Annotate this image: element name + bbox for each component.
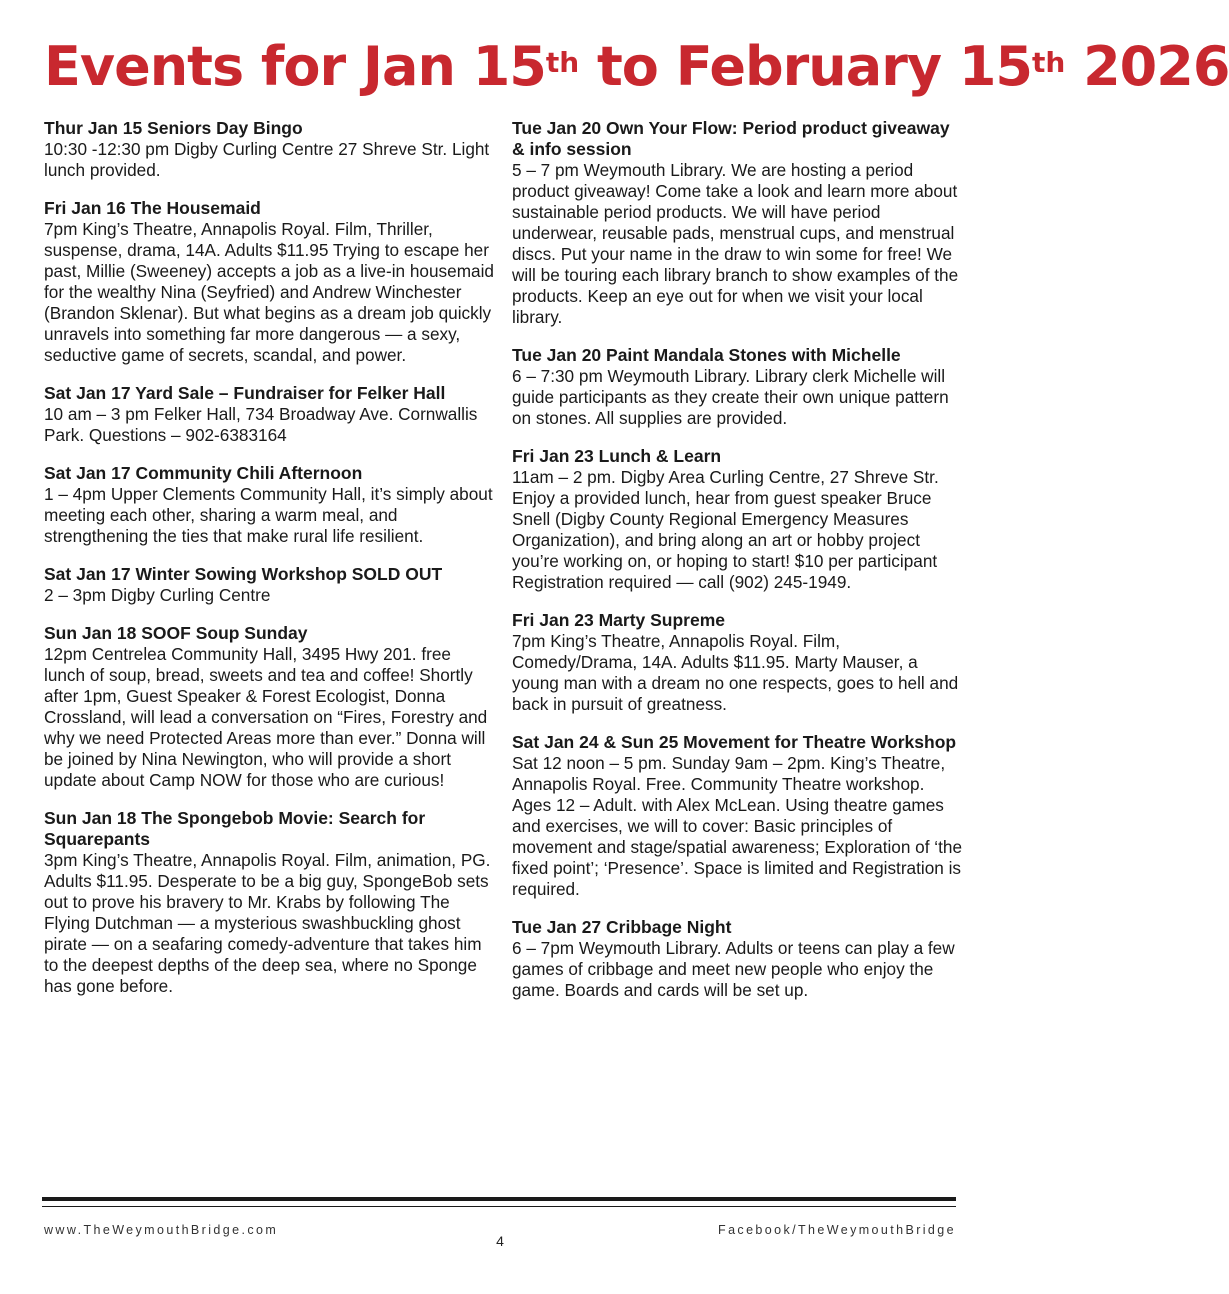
event-title: Sun Jan 18 SOOF Soup Sunday [44, 623, 308, 643]
event-item [512, 118, 962, 328]
event-title: Sat Jan 17 Community Chili Afternoon [44, 463, 363, 483]
event-title: Tue Jan 27 Cribbage Night [512, 917, 732, 937]
event-item [512, 345, 962, 429]
events-column-right [512, 118, 962, 1018]
event-item [44, 808, 494, 997]
footer-facebook: Facebook/TheWeymouthBridge [718, 1223, 956, 1237]
event-title: Tue Jan 20 Paint Mandala Stones with Michelle [512, 345, 901, 365]
footer-divider-thick [42, 1197, 956, 1201]
footer-website: www.TheWeymouthBridge.com [44, 1223, 279, 1237]
event-item [44, 118, 494, 181]
event-item [512, 732, 962, 900]
page-title: Events for Jan 15th to February 15th 2026 [44, 35, 1229, 98]
events-column-left [44, 118, 494, 1014]
event-description: 10:30 -12:30 pm Digby Curling Centre 27 Shreve Str. Light lunch provided. [44, 139, 490, 180]
event-title: Fri Jan 23 Marty Supreme [512, 610, 725, 630]
event-title: Sat Jan 17 Yard Sale – Fundraiser for Felker Hall [44, 383, 446, 403]
event-title: Fri Jan 23 Lunch & Learn [512, 446, 722, 466]
event-item [44, 463, 494, 547]
event-description: Sat 12 noon – 5 pm. Sunday 9am – 2pm. King’s Theatre, Annapolis Royal. Free. Community Theatre workshop. Ages 12 – Adult. with Alex McLean. Using theatre games and exercises, we will to cover: Basic principles of movement and stage/spatial awareness; Exploration of ‘the fixed point’; ‘Presence’. Space is limited and Registration is required. [512, 753, 962, 899]
footer-divider-thin [42, 1206, 956, 1207]
event-title: Sat Jan 24 & Sun 25 Movement for Theatre Workshop [512, 732, 957, 752]
event-item [44, 198, 494, 366]
event-description: 2 – 3pm Digby Curling Centre [44, 585, 271, 605]
event-title: Sun Jan 18 The Spongebob Movie: Search for Squarepants [44, 808, 426, 849]
event-description: 5 – 7 pm Weymouth Library. We are hosting a period product giveaway! Come take a look and learn more about sustainable period products. We will have period underwear, reusable pads, menstrual cups, and menstrual discs. Put your name in the draw to win some for free! We will be touring each library branch to show examples of the products. Keep an eye out for when we visit your local library. [512, 160, 959, 327]
event-description: 7pm King’s Theatre, Annapolis Royal. Film, Thriller, suspense, drama, 14A. Adults $11.95 Trying to escape her past, Millie (Sweeney) accepts a job as a live-in housemaid for the wealthy Nina (Seyfried) and Andrew Winchester (Brandon Sklenar). But what begins as a dream job quickly unravels into something far more dangerous — a sexy, seductive game of secrets, scandal, and power. [44, 219, 494, 365]
event-title: Sat Jan 17 Winter Sowing Workshop SOLD OUT [44, 564, 443, 584]
event-title: Thur Jan 15 Seniors Day Bingo [44, 118, 303, 138]
event-item [512, 446, 962, 593]
event-description: 3pm King’s Theatre, Annapolis Royal. Film, animation, PG. Adults $11.95. Desperate to be a big guy, SpongeBob sets out to prove his bravery to Mr. Krabs by following The Flying Dutchman — a mysterious swashbuckling ghost pirate — on a seafaring comedy-adventure that takes him to the deepest depths of the deep sea, where no Sponge has gone before. [44, 850, 491, 996]
event-title: Tue Jan 20 Own Your Flow: Period product giveaway & info session [512, 118, 950, 159]
event-description: 7pm King’s Theatre, Annapolis Royal. Film, Comedy/Drama, 14A. Adults $11.95. Marty Mauser, a young man with a dream no one respects, goes to hell and back in pursuit of greatness. [512, 631, 959, 714]
event-description: 1 – 4pm Upper Clements Community Hall, it’s simply about meeting each other, sharing a warm meal, and strengthening the ties that make rural life resilient. [44, 484, 493, 546]
event-description: 11am – 2 pm. Digby Area Curling Centre, 27 Shreve Str. Enjoy a provided lunch, hear from guest speaker Bruce Snell (Digby County Regional Emergency Measures Organization), and bring along an art or hobby project you’re working on, or hoping to start! $10 per participant Registration required — call (902) 245-1949. [512, 467, 939, 592]
event-item [44, 623, 494, 791]
event-item [44, 564, 494, 606]
event-description: 6 – 7:30 pm Weymouth Library. Library clerk Michelle will guide participants as they create their own unique pattern on stones. All supplies are provided. [512, 366, 949, 428]
event-description: 6 – 7pm Weymouth Library. Adults or teens can play a few games of cribbage and meet new people who enjoy the game. Boards and cards will be set up. [512, 938, 955, 1000]
event-item [44, 383, 494, 446]
event-title: Fri Jan 16 The Housemaid [44, 198, 261, 218]
event-item [512, 917, 962, 1001]
page-number: 4 [496, 1233, 504, 1249]
event-item [512, 610, 962, 715]
event-description: 12pm Centrelea Community Hall, 3495 Hwy 201. free lunch of soup, bread, sweets and tea and coffee! Shortly after 1pm, Guest Speaker & Forest Ecologist, Donna Crossland, will lead a conversation on “Fires, Forestry and why we need Protected Areas more than ever.” Donna will be joined by Nina Newington, who will provide a short update about Camp NOW for those who are curious! [44, 644, 488, 790]
event-description: 10 am – 3 pm Felker Hall, 734 Broadway Ave. Cornwallis Park. Questions – 902-6383164 [44, 404, 478, 445]
